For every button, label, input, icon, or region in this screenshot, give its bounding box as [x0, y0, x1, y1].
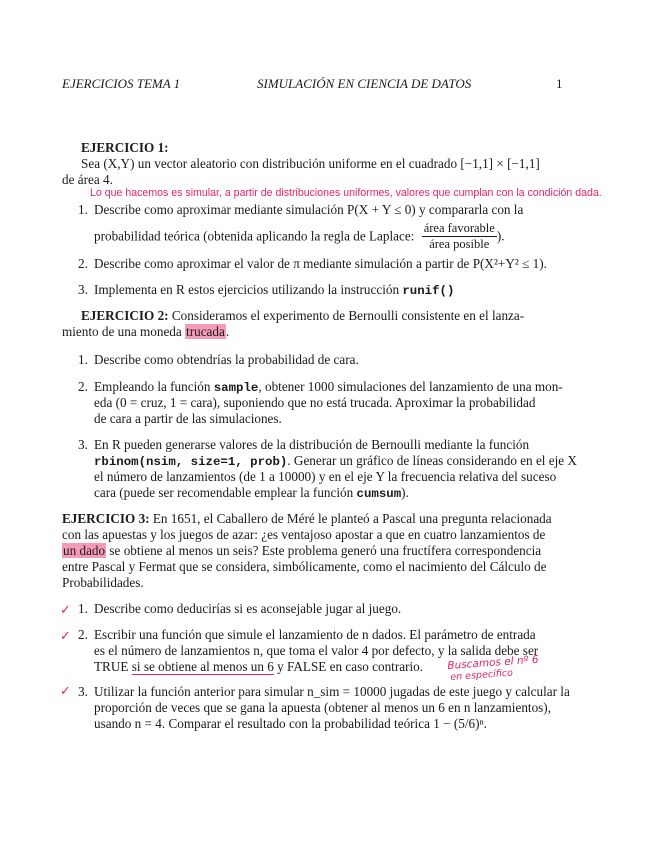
handwritten-note-line2: en específico — [450, 667, 514, 683]
ex2-line1-text: Consideramos el experimento de Bernoulli consistente en el lanza- — [171, 308, 525, 323]
fraction-numerator: área favorable — [423, 221, 495, 235]
ex3-item3-number: 3. — [78, 684, 88, 699]
ex3-line3 — [62, 543, 541, 559]
ex1-intro-line2: de área 4. — [62, 172, 113, 187]
ex3-line1-text: En 1651, el Caballero de Méré le planteó a Pascal una pregunta relacionada — [152, 511, 552, 526]
ex2-item3-l4a: cara (puede ser recomendable emplear la función — [94, 485, 354, 500]
ex3-line4: entre Pascal y Fermat que se considera, simbólicamente, como el nacimiento del Cálculo de — [62, 559, 547, 574]
ex3-item3-line3: usando n = 4. Comparar el resultado con la probabilidad teórica 1 − (5/6)ⁿ. — [94, 716, 487, 731]
ex3-item2-l3a: TRUE — [94, 659, 129, 674]
ex3-item3-line2: proporción de veces que se gana la apuesta (obtener al menos un 6 en n lanzamientos), — [94, 700, 551, 715]
ex2-item2-line2: eda (0 = cruz, 1 = cara), suponiendo que no está trucada. Aproximar la probabilidad — [94, 395, 536, 410]
header-left: EJERCICIOS TEMA 1 — [62, 76, 181, 91]
ex2-line2-text: miento de una moneda — [62, 324, 182, 339]
ex2-item3-line4 — [94, 485, 409, 502]
ex2-item3-line1: En R pueden generarse valores de la distribución de Bernoulli mediante la función — [94, 437, 530, 452]
ex3-item3-line1: Utilizar la función anterior para simular n_sim = 10000 jugadas de este juego y calcular la — [94, 684, 570, 699]
ex1-item3-text: Implementa en R estos ejercicios utilizando la instrucción — [94, 282, 400, 297]
ex2-line1 — [81, 308, 524, 324]
ex3-line2: con las apuestas y los juegos de azar: ¿es ventajoso apostar a que en cuatro lanzamientos de — [62, 527, 546, 542]
ex2-line2 — [62, 324, 229, 340]
checkmark-icon: ✓ — [60, 629, 71, 644]
ex3-line5: Probabilidades. — [62, 575, 144, 590]
ex1-item1-line2-text: probabilidad teórica (obtenida aplicando la regla de Laplace: — [94, 228, 415, 244]
underlined-condition: si se obtiene al menos un 6 — [131, 659, 274, 674]
page-number: 1 — [556, 76, 563, 91]
ex1-item1-number: 1. — [78, 202, 88, 217]
ex1-item1-line1: Describe como aproximar mediante simulación P(X + Y ≤ 0) y compararla con la — [94, 202, 524, 217]
ex3-item1-text: Describe como deducirías si es aconsejable jugar al juego. — [94, 601, 402, 616]
ex2-item2-line1 — [94, 379, 563, 396]
header-center: SIMULACIÓN EN CIENCIA DE DATOS — [257, 76, 472, 91]
ex2-item2-number: 2. — [78, 379, 88, 394]
ex2-title: EJERCICIO 2: — [81, 308, 169, 323]
fraction-denominator: área posible — [429, 237, 490, 251]
highlight-trucada: trucada — [186, 324, 225, 339]
ex3-title: EJERCICIO 3: — [62, 511, 150, 526]
ex3-item2-l3b: y FALSE en caso contrario. — [277, 659, 424, 674]
ex2-line2-end: . — [225, 324, 230, 339]
ex1-item2-number: 2. — [78, 256, 88, 271]
ex3-line3-text: se obtiene al menos un seis? Este problema generó una fructífera correspondencia — [109, 543, 542, 558]
ex1-annotation-note: Lo que hacemos es simular, a partir de distribuciones uniformes, valores que cumplan con la condición dada. — [90, 187, 602, 199]
ex1-intro-line1: Sea (X,Y) un vector aleatorio con distribución uniforme en el cuadrado [−1,1] × [−1,1] — [81, 156, 540, 171]
ex2-item2-l1a: Empleando la función — [94, 379, 211, 394]
ex2-item1-text: Describe como obtendrías la probabilidad de cara. — [94, 352, 359, 367]
ex3-item2-line1: Escribir una función que simule el lanzamiento de n dados. El parámetro de entrada — [94, 627, 536, 642]
ex1-item3-number: 3. — [78, 282, 88, 297]
ex2-item1-number: 1. — [78, 352, 88, 367]
ex1-item1-line2-end: ). — [496, 228, 505, 244]
ex3-item2-line2: es el número de lanzamientos n, que toma el valor 4 por defecto, y la salida debe ser — [94, 643, 539, 658]
ex3-item2-line3 — [94, 659, 423, 675]
checkmark-icon: ✓ — [60, 603, 71, 618]
ex2-item3-number: 3. — [78, 437, 88, 452]
ex1-item3-line — [94, 282, 454, 299]
highlight-un-dado: un dado — [63, 543, 106, 558]
ex3-item2-number: 2. — [78, 627, 88, 642]
code-sample: sample — [213, 381, 259, 395]
ex2-item3-l2b: . Generar un gráfico de líneas considerando en el eje X — [287, 453, 577, 468]
laplace-fraction — [422, 221, 497, 252]
ex2-item3-l4b: ). — [401, 485, 409, 500]
code-rbinom: rbinom(nsim, size=1, prob) — [94, 455, 288, 469]
code-cumsum: cumsum — [356, 487, 402, 501]
ex2-item3-line2 — [94, 453, 577, 470]
ex1-item2-text: Describe como aproximar el valor de π mediante simulación a partir de P(X²+Y² ≤ 1). — [94, 256, 547, 271]
ex1-item1-line2 — [94, 222, 505, 253]
ex3-item1-number: 1. — [78, 601, 88, 616]
handwritten-note-line1: Buscamos el nº 6 — [447, 653, 539, 672]
ex2-item2-line3: de cara a partir de las simulaciones. — [94, 411, 282, 426]
ex3-line1 — [62, 511, 552, 527]
ex1-title: EJERCICIO 1: — [81, 140, 169, 155]
checkmark-icon: ✓ — [60, 684, 71, 699]
code-runif: runif() — [402, 284, 455, 298]
ex2-item3-line3: el número de lanzamientos (de 1 a 10000) y en el eje Y la frecuencia relativa del suceso — [94, 469, 557, 484]
ex2-item2-l1b: , obtener 1000 simulaciones del lanzamiento de una mon- — [258, 379, 563, 394]
